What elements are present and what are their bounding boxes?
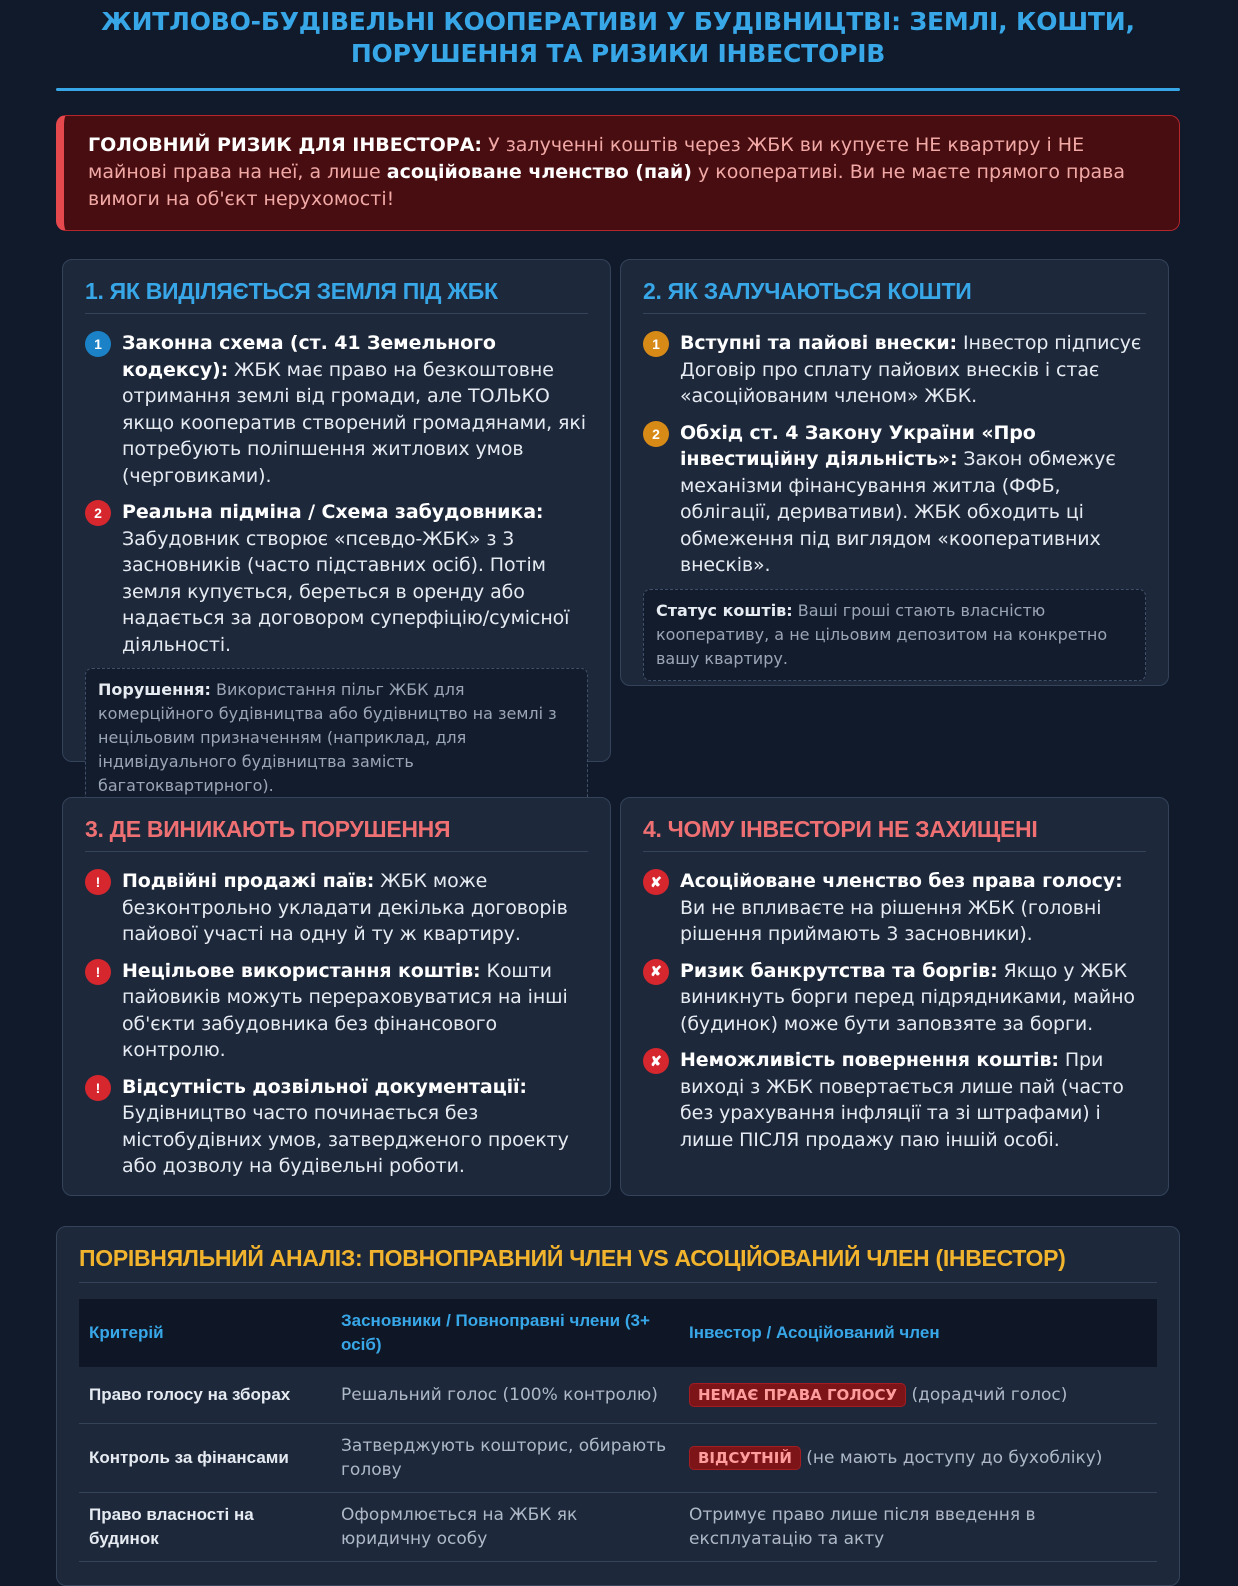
- item-text: Інвестор підписує Договір про сплату пайових внесків і стає «асоційованим членом» ЖБК.: [680, 332, 1142, 407]
- founders-cell: Затверджують кошторис, обирають голову: [331, 1424, 679, 1493]
- list-item: [85, 499, 588, 658]
- list-item: [643, 958, 1146, 1038]
- status-badge: НЕМАЄ ПРАВА ГОЛОСУ: [689, 1383, 906, 1407]
- column-header: Критерій: [89, 1323, 164, 1342]
- item-heading: Подвійні продажі паїв:: [122, 870, 375, 892]
- cross-icon: ✘: [643, 1048, 669, 1074]
- item-heading: Законна схема (ст. 41 Земельного кодексу):: [122, 332, 496, 381]
- list-item: [85, 958, 588, 1064]
- table-row: [79, 1493, 1157, 1562]
- table-row: [79, 1367, 1157, 1424]
- item-text: Якщо у ЖБК виникнуть борги перед підрядниками, майно (будинок) може бути заповзяте за борги.: [680, 959, 1135, 1035]
- alert-text-1: У залученні коштів через ЖБК ви купуєте НЕ квартиру і НЕ майнові права на неї, а лише: [88, 134, 1085, 183]
- item-heading: Асоційоване членство без права голосу:: [680, 870, 1123, 892]
- investor-text: (не мають доступу до бухобліку): [800, 1448, 1103, 1468]
- page-title: ЖИТЛОВО-БУДІВЕЛЬНІ КООПЕРАТИВИ У БУДІВНИЦТВІ: ЗЕМЛІ, КОШТИ, ПОРУШЕННЯ ТА РИЗИКИ ІНВЕСТОРІВ: [101, 7, 1135, 68]
- alert-bold: асоційоване членство (пай): [386, 161, 692, 183]
- list-item: [643, 420, 1146, 579]
- exclamation-icon: !: [85, 1075, 111, 1101]
- main-risk-alert: [56, 115, 1180, 231]
- comparison-table: [79, 1299, 1157, 1562]
- item-text: Забудовник створює «псевдо-ЖБК» з 3 засновників (часто підставних осіб). Потім земля купується, береться в оренду або надається за договором суперфіцію/сумісної діяльності.: [122, 527, 570, 656]
- investor-text: (дорадчий голос): [906, 1385, 1068, 1405]
- founders-cell: Решальний голос (100% контролю): [331, 1367, 679, 1424]
- item-heading: Нецільове використання коштів:: [122, 959, 481, 982]
- cross-icon: ✘: [643, 869, 669, 895]
- card-title: 3. ДЕ ВИНИКАЮТЬ ПОРУШЕННЯ: [85, 816, 588, 852]
- note-heading: Порушення:: [98, 680, 211, 699]
- card-land: [62, 259, 611, 795]
- comparison-section: [56, 1226, 1180, 1586]
- criterion-cell: Контроль за фінансами: [79, 1424, 331, 1493]
- investor-cell: [679, 1424, 1157, 1493]
- note-text: Ваші гроші стають власністю кооперативу, а не цільовим депозитом на конкретно вашу квартиру.: [656, 600, 1108, 668]
- funds-status-note: [643, 589, 1146, 681]
- item-heading: Неможливість повернення коштів:: [680, 1049, 1059, 1071]
- item-text: Закон обмежує механізми фінансування житла (ФФБ, облігації, деривативи). ЖБК обходить ці обмеження під виглядом «кооперативних внесків».: [680, 448, 1116, 576]
- list-item: [643, 330, 1146, 410]
- founders-cell: Оформлюється на ЖБК як юридичну особу: [331, 1493, 679, 1562]
- status-badge: ВІДСУТНІЙ: [689, 1446, 801, 1470]
- item-heading: Ризик банкрутства та боргів:: [680, 959, 998, 982]
- item-text: При виході з ЖБК повертається лише пай (часто без урахування інфляції та зі штрафами) і лише ПІСЛЯ продажу паю іншій особі.: [680, 1049, 1124, 1151]
- column-header: Засновники / Повноправні члени (3+ осіб): [341, 1311, 650, 1354]
- card-title: 1. ЯК ВИДІЛЯЄТЬСЯ ЗЕМЛЯ ПІД ЖБК: [85, 278, 588, 314]
- number-badge-icon: 1: [643, 331, 669, 357]
- cross-icon: ✘: [643, 959, 669, 985]
- alert-lead: ГОЛОВНИЙ РИЗИК ДЛЯ ІНВЕСТОРА:: [88, 134, 483, 156]
- investor-cell: Отримує право лише після введення в експлуатацію та акту: [679, 1493, 1157, 1562]
- comparison-title: ПОРІВНЯЛЬНИЙ АНАЛІЗ: ПОВНОПРАВНИЙ ЧЛЕН VS АСОЦІЙОВАНИЙ ЧЛЕН (ІНВЕСТОР): [79, 1245, 1157, 1283]
- item-heading: Відсутність дозвільної документації:: [122, 1075, 527, 1098]
- title-divider: [56, 88, 1180, 91]
- card-title: 4. ЧОМУ ІНВЕСТОРИ НЕ ЗАХИЩЕНІ: [643, 816, 1146, 852]
- list-item: [85, 1074, 588, 1180]
- item-text: ЖБК може безконтрольно укладати декілька договорів пайової участі на одну й ту ж квартиру.: [122, 870, 568, 945]
- note-heading: Статус коштів:: [656, 600, 793, 620]
- criterion-cell: Право голосу на зборах: [79, 1367, 331, 1424]
- note-text: Використання пільг ЖБК для комерційного будівництва або будівництво на землі з нецільовим призначенням (наприклад, для індивідуального будівництва замість багатоквартирного).: [98, 680, 557, 795]
- card-violations: [62, 797, 611, 1196]
- item-text: Ви не впливаєте на рішення ЖБК (головні рішення приймають 3 засновники).: [680, 896, 1102, 945]
- item-text: ЖБК має право на безкоштовне отримання землі від громади, але ТОЛЬКО якщо кооператив створений громадянами, які потребують поліпшення житлових умов (черговиками).: [122, 358, 586, 487]
- number-badge-icon: 2: [643, 421, 669, 447]
- card-funds: [620, 259, 1169, 686]
- item-heading: Вступні та пайові внески:: [680, 332, 958, 354]
- card-title: 2. ЯК ЗАЛУЧАЮТЬСЯ КОШТИ: [643, 278, 1146, 314]
- violation-note: [85, 668, 588, 808]
- number-badge-icon: 1: [85, 331, 111, 357]
- item-heading: Обхід ст. 4 Закону України «Про інвестиційну діяльність»:: [680, 421, 1036, 470]
- card-unprotected: [620, 797, 1169, 1196]
- table-header-row: [79, 1299, 1157, 1367]
- list-item: [643, 868, 1146, 948]
- item-text: Будівництво часто починається без містобудівних умов, затвердженого проекту або дозволу на будівельні роботи.: [122, 1102, 569, 1177]
- exclamation-icon: !: [85, 869, 111, 895]
- item-text: Кошти пайовиків можуть перераховуватися на інші об'єкти забудовника без фінансового контролю.: [122, 959, 568, 1061]
- investor-cell: [679, 1367, 1157, 1424]
- exclamation-icon: !: [85, 959, 111, 985]
- list-item: [85, 330, 588, 489]
- table-row: [79, 1424, 1157, 1493]
- list-item: [85, 868, 588, 948]
- list-item: [643, 1047, 1146, 1153]
- column-header: Інвестор / Асоційований член: [689, 1323, 940, 1342]
- item-heading: Реальна підміна / Схема забудовника:: [122, 501, 544, 523]
- criterion-cell: Право власності на будинок: [79, 1493, 331, 1562]
- alert-text-2: у кооперативі. Ви не маєте прямого права вимоги на об'єкт нерухомості!: [88, 161, 1126, 210]
- number-badge-icon: 2: [85, 500, 111, 526]
